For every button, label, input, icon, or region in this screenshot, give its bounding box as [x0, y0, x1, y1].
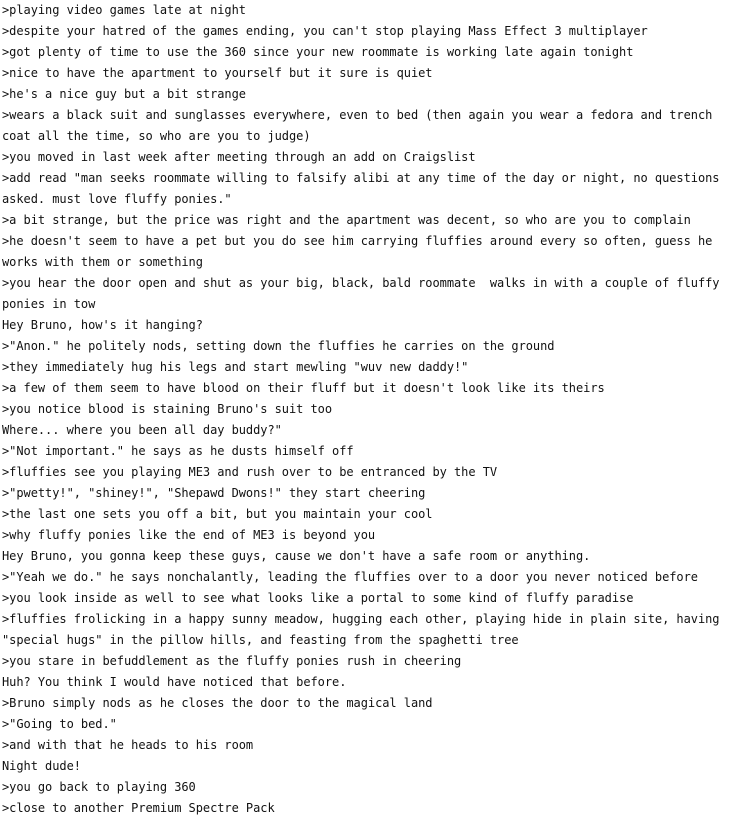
story-line: >"Not important." he says as he dusts himself off: [2, 444, 354, 458]
story-line: >despite your hatred of the games ending, you can't stop playing Mass Effect 3 multiplayer: [2, 24, 648, 38]
story-line: >you notice blood is staining Bruno's suit too: [2, 402, 333, 416]
story-line: >you hear the door open and shut as your big, black, bald roommate walks in with a couple of fluffy ponies in tow: [2, 276, 727, 311]
story-line: >a few of them seem to have blood on their fluff but it doesn't look like its theirs: [2, 381, 605, 395]
story-line: Hey Bruno, you gonna keep these guys, cause we don't have a safe room or anything.: [2, 549, 591, 563]
story-line: >"Yeah we do." he says nonchalantly, leading the fluffies over to a door you never noticed before: [2, 570, 698, 584]
story-line: >wears a black suit and sunglasses everywhere, even to bed (then again you wear a fedora and trench coat all the time, so who are you to judge): [2, 108, 720, 143]
story-line: >why fluffy ponies like the end of ME3 is beyond you: [2, 528, 376, 542]
story-line: >they immediately hug his legs and start mewling "wuv new daddy!": [2, 360, 469, 374]
story-line: >and with that he heads to his room: [2, 738, 254, 752]
story-line: >you go back to playing 360: [2, 780, 196, 794]
story-line: >playing video games late at night: [2, 3, 246, 17]
story-line: >the last one sets you off a bit, but you maintain your cool: [2, 507, 433, 521]
story-line: >you look inside as well to see what looks like a portal to some kind of fluffy paradise: [2, 591, 634, 605]
story-line: >you moved in last week after meeting through an add on Craigslist: [2, 150, 476, 164]
story-line: >Bruno simply nods as he closes the door to the magical land: [2, 696, 433, 710]
story-line: >fluffies frolicking in a happy sunny meadow, hugging each other, playing hide in plain site, having "special hugs" in the pillow hills, and feasting from the spaghetti tree: [2, 612, 727, 647]
story-line: >fluffies see you playing ME3 and rush over to be entranced by the TV: [2, 465, 498, 479]
story-line: >nice to have the apartment to yourself but it sure is quiet: [2, 66, 433, 80]
story-line: Huh? You think I would have noticed that before.: [2, 675, 347, 689]
story-line: >"Anon." he politely nods, setting down the fluffies he carries on the ground: [2, 339, 555, 353]
story-line: Hey Bruno, how's it hanging?: [2, 318, 203, 332]
story-line: Where... where you been all day buddy?": [2, 423, 282, 437]
story-line: >got plenty of time to use the 360 since your new roommate is working late again tonight: [2, 45, 634, 59]
story-line: >"pwetty!", "shiney!", "Shepawd Dwons!" they start cheering: [2, 486, 426, 500]
story-line: >add read "man seeks roommate willing to falsify alibi at any time of the day or night, no questions asked. must love fluffy ponies.": [2, 171, 727, 206]
story-line: >you stare in befuddlement as the fluffy ponies rush in cheering: [2, 654, 462, 668]
story-line: >he's a nice guy but a bit strange: [2, 87, 246, 101]
story-line: >"Going to bed.": [2, 717, 117, 731]
story-line: Night dude!: [2, 759, 81, 773]
story-line: >a bit strange, but the price was right and the apartment was decent, so who are you to complain: [2, 213, 691, 227]
story-line: >he doesn't seem to have a pet but you do see him carrying fluffies around every so often, guess he works with them or something: [2, 234, 720, 269]
story-line: >close to another Premium Spectre Pack: [2, 801, 275, 815]
